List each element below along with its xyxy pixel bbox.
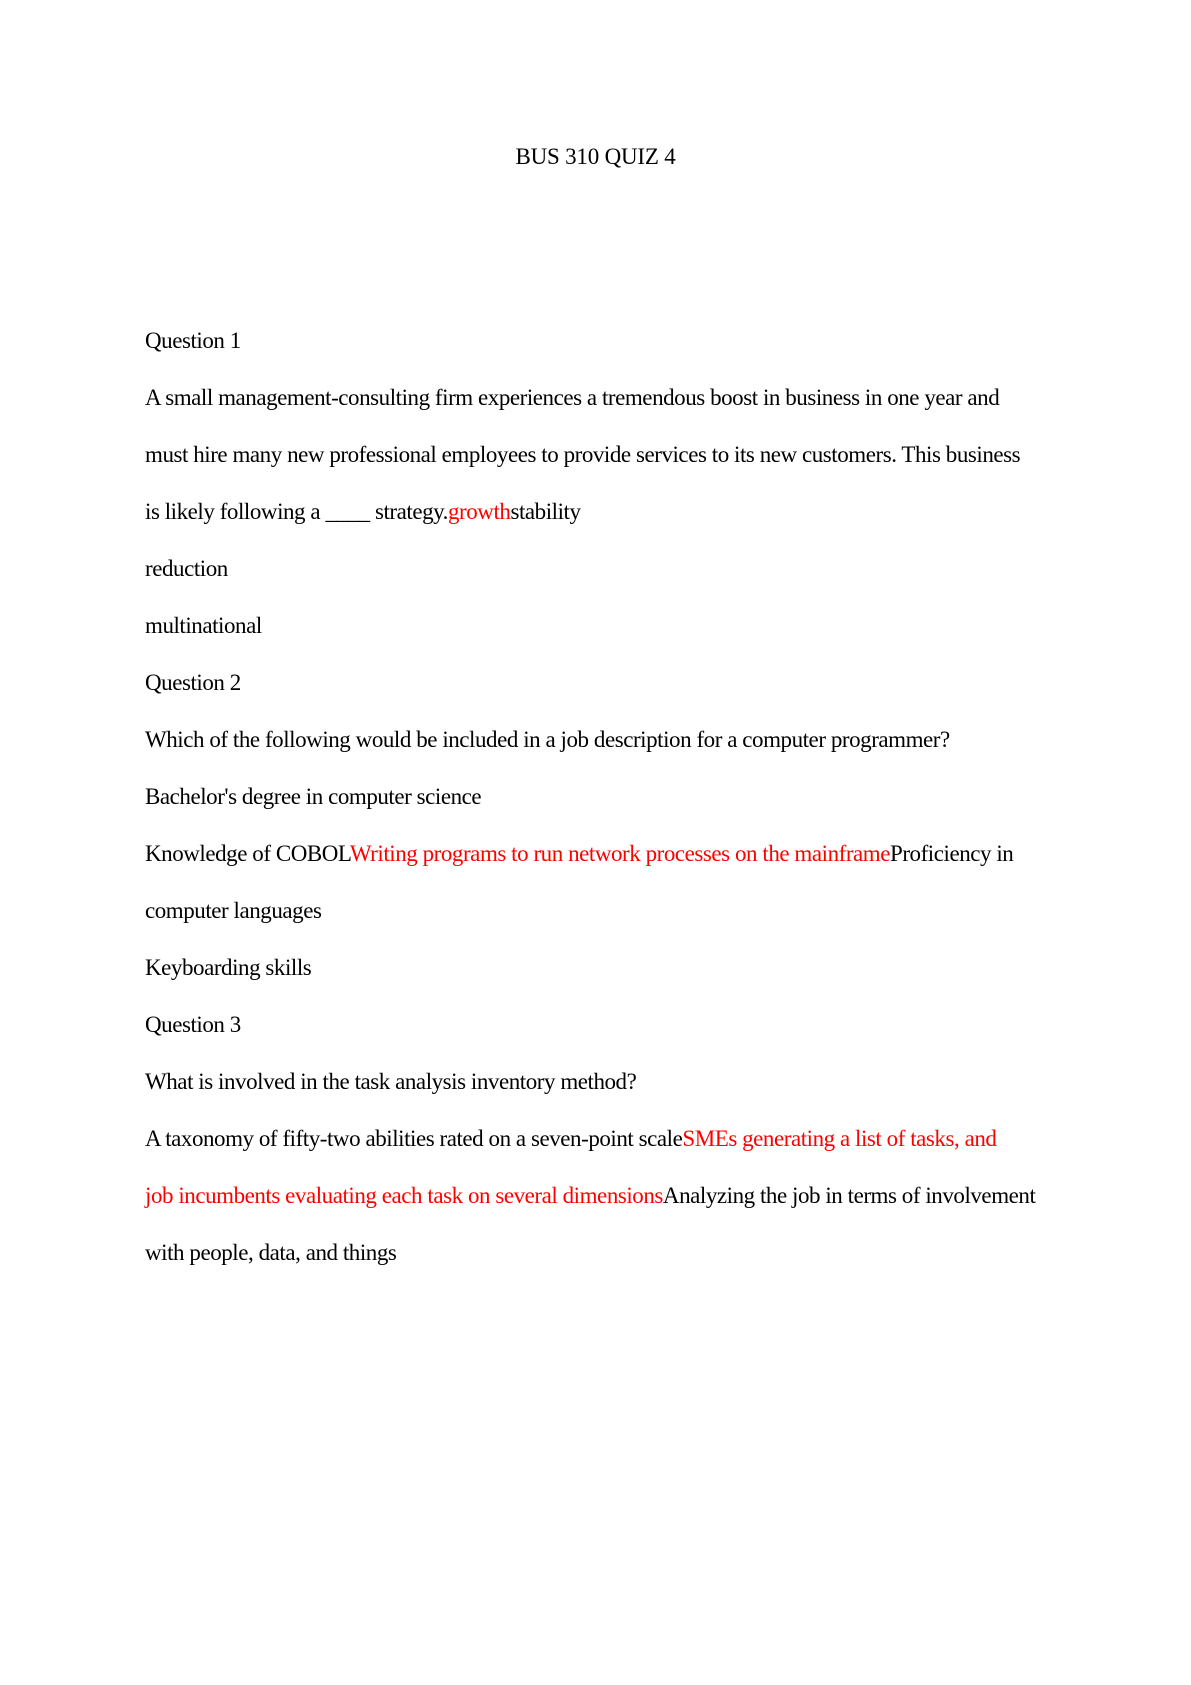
q2-option-proficiency-part-1: Proficiency in [890, 841, 1014, 866]
q2-option-keyboarding: Keyboarding skills [145, 955, 312, 980]
q1-prompt-line-2: must hire many new professional employees to provide services to its new customers. This business [145, 442, 1021, 467]
q3-option-analyzing-part-1: Analyzing the job in terms of involvement [662, 1183, 1036, 1208]
q2-option-degree: Bachelor's degree in computer science [145, 784, 482, 809]
q3-correct-answer-part-1: SMEs generating a list of tasks, and [682, 1126, 997, 1151]
q3-heading: Question 3 [145, 1012, 241, 1037]
quiz-body [145, 312, 1055, 1281]
q1-heading: Question 1 [145, 328, 241, 353]
q1-prompt-line-3 [145, 483, 1055, 540]
q2-prompt: Which of the following would be included in a job description for a computer programmer? [145, 727, 950, 752]
q3-prompt: What is involved in the task analysis inventory method? [145, 1069, 637, 1094]
q2-heading: Question 2 [145, 670, 241, 695]
q3-option-analyzing-part-2: with people, data, and things [145, 1240, 397, 1265]
q1-prompt-line-1: A small management-consulting firm experiences a tremendous boost in business in one year and [145, 385, 1000, 410]
q1-option-stability: stability [510, 499, 581, 524]
q2-option-cobol: Knowledge of COBOL [145, 841, 350, 866]
q2-answer-line [145, 825, 1055, 882]
q1-prompt-text: is likely following a ____ strategy. [145, 499, 448, 524]
q3-option-taxonomy: A taxonomy of fifty-two abilities rated on a seven-point scale [145, 1126, 683, 1151]
document-title: BUS 310 QUIZ 4 [515, 144, 676, 169]
q1-option-reduction: reduction [145, 556, 228, 581]
q3-answer-line-1 [145, 1110, 1055, 1167]
q1-correct-answer: growth [447, 499, 511, 524]
q2-correct-answer: Writing programs to run network processes on the mainframe [349, 841, 890, 866]
q2-option-proficiency-part-2: computer languages [145, 898, 322, 923]
q1-option-multinational: multinational [145, 613, 262, 638]
q3-answer-line-2 [145, 1167, 1055, 1224]
q3-correct-answer-part-2: job incumbents evaluating each task on several dimensions [145, 1183, 663, 1208]
